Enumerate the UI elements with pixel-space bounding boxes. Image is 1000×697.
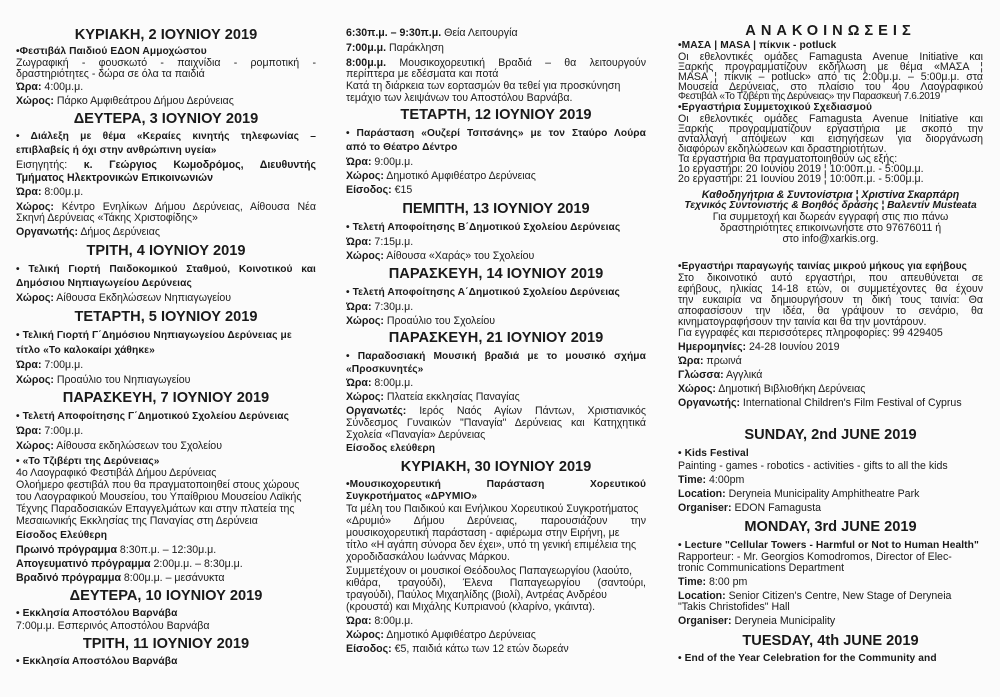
event-entry: Είσοδος: €5, παιδιά κάτω των 12 ετών δωρεάν <box>346 643 569 655</box>
event-title: «Προσκυνητές» <box>346 364 424 375</box>
event-desc: Συμμετέχουν οι μουσικοί Θεόδουλος Παπαγεωργίου (λαούτο, <box>346 565 633 577</box>
event-location: Χώρος: Δημοτικό Αμφιθέατρο Δερύνειας <box>346 170 536 182</box>
event-organiser: Οργανωτής: Δήμος Δερύνειας <box>16 226 160 238</box>
date-heading: ΤΕΤΑΡΤΗ, 5 ΙΟΥΝΙΟΥ 2019 <box>74 309 258 325</box>
event-desc: Rapporteur: - Mr. Georgios Komodromos, Director of Elec- <box>678 551 952 563</box>
event-location: Χώρος: Πάρκο Αμφιθεάτρου Δήμου Δερύνειας <box>16 95 234 107</box>
schedule-line: 6:30π.μ. – 9:30π.μ. Θεία Λειτουργία <box>346 27 518 39</box>
event-time: Ώρα: 4:00μ.μ. <box>16 81 84 93</box>
schedule-line: Κατά τη διάρκεια των εορτασμών θα τεθεί για προσκύνηση <box>346 80 621 92</box>
date-heading: ΠΑΡΑΣΚΕΥΗ, 7 ΙΟΥΝΙΟΥ 2019 <box>62 390 270 406</box>
event-time: Time: 8:00 pm <box>678 576 748 588</box>
event-title: Δημόσιου Νηπιαγωγείου Δερύνειας <box>16 278 192 289</box>
announcement-organiser: Οργανωτής: International Children's Film Festival of Cyprus <box>678 397 962 409</box>
announcement-text: αποφασίσουν την ιδέα, θα γράψουν το σενάριο, θα <box>678 305 983 317</box>
date-heading: ΠΕΜΠΤΗ, 13 ΙΟΥΝΙΟΥ 2019 <box>402 201 590 217</box>
event-desc: Ολοήμερο φεστιβάλ που θα πραγματοποιηθεί στους χώρους <box>16 479 300 491</box>
event-speaker: Τμήματος Ηλεκτρονικών Επικοινωνιών <box>16 172 213 184</box>
announcement-text: Μουσεία Δερύνειας, στο πλαίσιο του 4ου Λαογραφικού <box>678 81 983 93</box>
announcement-location: Χώρος: Δημοτική Βιβλιοθήκη Δερύνειας <box>678 383 866 395</box>
event-time: Ώρα: 8:00μ.μ. <box>16 186 84 198</box>
date-heading: ΤΡΙΤΗ, 4 ΙΟΥΝΙΟΥ 2019 <box>86 243 246 259</box>
announcement-title: •Εργαστήρι παραγωγής ταινίας μικρού μήκους για εφήβους <box>678 261 967 272</box>
event-time: Time: 4:00pm <box>678 474 745 486</box>
event-location: Χώρος: Πλατεία εκκλησίας Παναγίας <box>346 391 520 403</box>
event-title: • Παραδοσιακή Μουσική βραδιά με το μουσικό σχήμα <box>346 351 646 362</box>
schedule-line: 8:00μ.μ. Μουσικοχορευτική Βραδιά – θα λειτουργούν <box>346 57 646 69</box>
schedule-line: περίπτερα με εδέσματα και ποτά <box>346 68 499 80</box>
announcement-text: Ξαρκής προγραμματίζουν εργαστήρια με σκοπό την <box>678 123 983 135</box>
workshop-date: 2ο εργαστήρι: 21 Ιουνίου 2019 ¦ 10:00π.μ. - 5:00μ.μ. <box>678 173 924 185</box>
event-organiser: Οργανωτές: Ιερός Ναός Αγίων Πάντων, Χριστιανικός <box>346 405 646 417</box>
date-heading: ΔΕΥΤΕΡΑ, 3 ΙΟΥΝΙΟΥ 2019 <box>73 111 259 127</box>
announcement-text: διαφόρων εκδηλώσεων και δραστηριοτήτων. <box>678 143 887 155</box>
event-location: Location: Senior Citizen's Centre, New Stage of Deryneia <box>678 590 952 602</box>
announcement-dates: Ημερομηνίες: 24-28 Ιουνίου 2019 <box>678 341 840 353</box>
event-time: Ώρα: 8:00μ.μ. <box>346 615 414 627</box>
announcement-text: Φεστιβάλ «Το Τζιβέρτι της Δερύνειας» την Παρασκευή 7.6.2019 <box>678 91 940 102</box>
event-title: • Lecture "Cellular Towers - Harmful or Not to Human Health" <box>678 540 979 551</box>
date-heading: TUESDAY, 4th JUNE 2019 <box>742 633 919 649</box>
event-title: • Τελετή Αποφοίτησης Α΄Δημοτικού Σχολείου Δερύνειας <box>346 287 620 298</box>
date-heading: ΠΑΡΑΣΚΕΥΗ, 21 ΙΟΥΝΙΟΥ 2019 <box>388 330 604 346</box>
event-location: "Takis Christofides" Hall <box>678 601 790 613</box>
event-entry: Είσοδος: €15 <box>346 184 413 196</box>
event-organiser: Σύνδεσμος Γυναικών "Παναγία" Δερύνειας και Κατηχητικά <box>346 417 646 429</box>
event-location: Χώρος: Προαύλιο του Νηπιαγωγείου <box>16 374 191 386</box>
event-title: Συγκροτήματος «ΔΡΥΜΙΟ» <box>346 491 478 502</box>
event-time: Ώρα: 8:00μ.μ. <box>346 377 414 389</box>
announcements-title: ΑΝΑΚΟΙΝΩΣΕΙΣ <box>745 23 916 39</box>
coordinator-credit: Τεχνικός Συντονιστής & Βοηθός δράσης ¦ Βαλεντίν Musteata <box>684 200 977 211</box>
announcement-text: κινηματογραφήσουν την ταινία και θα την μοντάρουν. <box>678 316 927 328</box>
event-time: Ώρα: 7:30μ.μ. <box>346 301 414 313</box>
event-title: • «Το Τζιβέρτι της Δερύνειας» <box>16 456 160 467</box>
event-desc: 4ο Λαογραφικό Φεστιβάλ Δήμου Δερύνειας <box>16 467 217 479</box>
date-heading: ΚΥΡΙΑΚΗ, 30 ΙΟΥΝΙΟΥ 2019 <box>400 459 592 475</box>
event-desc: (κρουστά) και Μιχάλης Κυπριανού (κλαρίνο, γκάιντα). <box>346 601 596 613</box>
date-heading: ΤΡΙΤΗ, 11 ΙΟΥΝΙΟΥ 2019 <box>82 636 250 652</box>
event-desc: Τα μέλη του Παιδικού και Ενήλικου Χορευτικού Συγκροτήματος <box>346 503 639 515</box>
event-time: Ώρα: 9:00μ.μ. <box>346 156 414 168</box>
contact-email: στο info@xarkis.org. <box>782 233 879 245</box>
event-speaker: Εισηγητής: κ. Γεώργιος Κωμοδρόμος, Διευθυντής <box>16 159 316 171</box>
schedule-line: 7:00μ.μ. Παράκληση <box>346 42 444 54</box>
event-desc: τίτλο «Η αγάπη σύνορα δεν έχει», υπό τη γενική επιμέλεια της <box>346 539 637 551</box>
event-desc: χοροδιδασκάλου Ιωάννας Μάρκου. <box>346 551 510 563</box>
announcement-title: •Εργαστήρια Συμμετοχικού Σχεδιασμού <box>678 102 872 113</box>
event-time: Ώρα: 7:00μ.μ. <box>16 425 84 437</box>
event-title: •Φεστιβάλ Παιδιού ΕΔΟΝ Αμμοχώστου <box>16 46 207 57</box>
event-location: Χώρος: Αίθουσα εκδηλώσεων του Σχολείου <box>16 440 222 452</box>
date-heading: SUNDAY, 2nd JUNE 2019 <box>744 427 917 443</box>
event-time: Ώρα: 7:15μ.μ. <box>346 236 414 248</box>
announcement-text: Οι εθελοντικές ομάδες Famagusta Avenue Initiative και <box>678 113 983 125</box>
announcement-text: την ευκαιρία να δημιουργήσουν τη δική τους ταινία: Θα <box>678 294 983 306</box>
event-title: • Διάλεξη με θέμα «Κεραίες κινητής τηλεφωνίας – <box>16 131 316 142</box>
event-desc: δραστηριότητες - δώρα σε όλα τα παιδιά <box>16 68 205 80</box>
coordinator-credit: Καθοδηγήτρια & Συντονίστρια ¦ Χριστίνα Σκαρπάρη <box>701 189 960 201</box>
event-title: επιβλαβείς ή όχι στην ανθρώπινη υγεία» <box>16 145 217 156</box>
event-title: • End of the Year Celebration for the Community and <box>678 653 937 664</box>
announcement-language: Γλώσσα: Αγγλικά <box>678 369 763 381</box>
event-title: • Παράσταση «Ουζερί Τσιτσάνης» με τον Σταύρο Λούρα <box>346 128 646 139</box>
event-location: Χώρος: Δημοτικό Αμφιθέατρο Δερύνειας <box>346 629 536 641</box>
event-title: • Τελετή Αποφοίτησης Β΄Δημοτικού Σχολείου Δερύνειας <box>346 222 621 233</box>
event-desc: 7:00μ.μ. Εσπερινός Αποστόλου Βαρνάβα <box>16 620 210 632</box>
event-desc: του Λαογραφικού Μουσείου, του Υπαίθριου Μουσείου Λαϊκής <box>16 491 302 503</box>
event-location: Location: Deryneia Municipality Amphitheatre Park <box>678 488 920 500</box>
event-schedule: Πρωινό πρόγραμμα 8:30π.μ. – 12:30μ.μ. <box>16 544 217 556</box>
event-schedule: Απογευματινό πρόγραμμα 2:00μ.μ. – 8:30μ.μ. <box>16 558 243 570</box>
announcement-text: Οι εθελοντικές ομάδες Famagusta Avenue Initiative και <box>678 51 983 63</box>
announcement-text: Για εγγραφές και περισσότερες πληροφορίες: 99 429405 <box>678 327 943 339</box>
event-title: τίτλο «Το καλοκαίρι χάθηκε» <box>16 345 155 356</box>
date-heading: MONDAY, 3rd JUNE 2019 <box>744 519 917 535</box>
announcement-time: Ώρα: πρωινά <box>678 355 742 367</box>
announcement-text: ανταλλαγή απόψεων και εισηγήσεων για διοργάνωση <box>678 133 983 145</box>
announcement-text: Τα εργαστήρια θα πραγματοποιηθούν ως εξής: <box>678 153 898 165</box>
announcement-text: Ξαρκής προγραμματίζουν εκδήλωση με θέμα «ΜΑΣΑ ¦ <box>678 61 983 73</box>
event-desc: Μεσαιωνικής Εκκλησίας της Παναγίας στη Δερύνεια <box>16 515 258 527</box>
announcement-text: Στο δικοινοτικό αυτό εργαστήρι, που απευθύνεται σε <box>678 272 983 284</box>
event-entry: Είσοδος Ελεύθερη <box>16 530 108 541</box>
event-title: • Τελετή Αποφοίτησης Γ΄Δημοτικού Σχολείου Δερύνειας <box>16 411 290 422</box>
event-desc: κιθάρα, τραγούδι), Έλενα Παπαγεωργίου (σαντούρι, <box>346 577 646 589</box>
event-location: Σκηνή Δερύνειας «Τάκης Χριστοφίδης» <box>16 212 198 224</box>
event-location: Χώρος: Κέντρο Ενηλίκων Δήμου Δερύνειας, Αίθουσα Νέα <box>16 201 316 213</box>
event-location: Χώρος: Αίθουσα «Χαράς» του Σχολείου <box>346 250 535 262</box>
event-desc: Ζωγραφική - φουσκωτό - παιχνίδια - ρομποτική - <box>16 57 316 69</box>
announcement-text: εφήβους, ηλικίας 14-18 ετών, οι συμμετέχοντες θα έχουν <box>678 283 983 295</box>
event-desc: τραγούδι), Παύλος Μιχαηλίδης (βιολί), Αντρέας Ανδρέου <box>346 589 607 601</box>
contact-info: Για συμμετοχή και δωρεάν εγγραφή στις πιο πάνω <box>712 211 949 223</box>
schedule-line: τεμάχιο των λειψάνων του Αποστόλου Βαρνάβα. <box>346 92 573 104</box>
event-title: • Εκκλησία Αποστόλου Βαρνάβα <box>16 656 178 667</box>
event-desc: μουσικοχορευτική παράσταση - αφιέρωμα στην Ειρήνη, με <box>346 527 620 539</box>
event-organiser: Organiser: Deryneia Municipality <box>678 615 836 627</box>
contact-info: δραστηριότητες επικοινωνήστε στο 97676011 ή <box>719 222 942 234</box>
event-organiser: Organiser: EDON Famagusta <box>678 502 822 514</box>
event-location: Χώρος: Προαύλιο του Σχολείου <box>346 315 496 327</box>
event-title: από το Θέατρο Δέντρο <box>346 142 458 153</box>
event-time: Ώρα: 7:00μ.μ. <box>16 359 84 371</box>
event-location: Χώρος: Αίθουσα Εκδηλώσεων Νηπιαγωγείου <box>16 292 232 304</box>
event-desc: «Δρυμιό» Δήμου Δερύνειας, παρουσιάζουν την <box>346 515 646 527</box>
event-entry: Είσοδος ελεύθερη <box>346 443 436 454</box>
date-heading: ΚΥΡΙΑΚΗ, 2 ΙΟΥΝΙΟΥ 2019 <box>74 27 258 43</box>
event-desc: Τέχνης Παραδοσιακών Επαγγελμάτων και στην πλατεία της <box>16 503 295 515</box>
date-heading: ΔΕΥΤΕΡΑ, 10 ΙΟΥΝΙΟΥ 2019 <box>69 588 263 604</box>
announcement-title: •ΜΑΣΑ | MASA | πίκνικ - potluck <box>678 40 837 51</box>
announcement-text: MASA ¦ πίκνικ – potluck» από τις 2:00μ.μ. – 5:00μ.μ. στα <box>678 71 983 83</box>
event-title: • Kids Festival <box>678 448 749 459</box>
event-title: •Μουσικοχορευτική Παράσταση Χορευτικού <box>346 479 646 490</box>
event-title: • Τελική Γιορτή Παιδοκομικού Σταθμού, Κοινοτικού και <box>16 264 316 275</box>
event-schedule: Βραδινό πρόγραμμα 8:00μ.μ. – μεσάνυκτα <box>16 572 225 584</box>
date-heading: ΤΕΤΑΡΤΗ, 12 ΙΟΥΝΙΟΥ 2019 <box>400 107 592 123</box>
workshop-date: 1ο εργαστήρι: 20 Ιουνίου 2019 ¦ 10:00π.μ. - 5:00μ.μ. <box>678 163 924 175</box>
event-title: • Εκκλησία Αποστόλου Βαρνάβα <box>16 608 178 619</box>
event-title: • Τελική Γιορτή Γ΄Δημόσιου Νηπιαγωγείου Δερύνειας με <box>16 330 292 341</box>
event-organiser: Σχολεία «Παναγία» Δερύνειας <box>346 429 486 441</box>
date-heading: ΠΑΡΑΣΚΕΥΗ, 14 ΙΟΥΝΙΟΥ 2019 <box>388 266 604 282</box>
event-desc: Painting - games - robotics - activities - gifts to all the kids <box>678 460 948 472</box>
event-desc: tronic Communications Department <box>678 562 845 574</box>
